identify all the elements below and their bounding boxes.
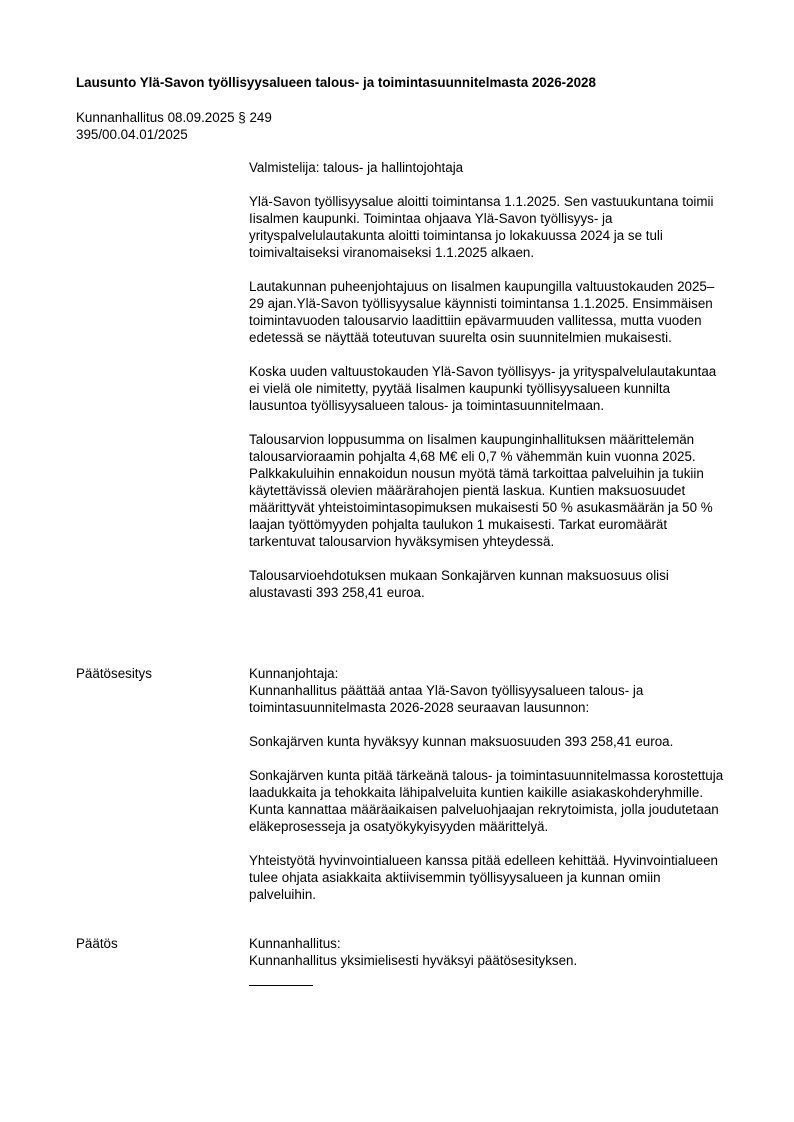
proposal-label: Päätösesitys bbox=[76, 666, 152, 681]
decision-text: Kunnanhallitus yksimielisesti hyväksyi päätösesityksen. bbox=[249, 953, 578, 968]
proposal-section bbox=[249, 665, 729, 920]
document-title: Lausunto Ylä-Savon työllisyysalueen talous- ja toimintasuunnitelmasta 2026-2028 bbox=[76, 75, 596, 90]
proposal-paragraph: Sonkajärven kunta pitää tärkeänä talous- ja toimintasuunnitelmassa korostettuja laadukkaita ja tehokkaita lähipalveluita kuntien kaikille asiakaskohderyhmille. Kunta kannattaa määräaikaisen palveluohjaajan rekrytoimista, jolla joudutetaan eläkeprosesseja ja osatyökykyisyyden määrittelyä. bbox=[249, 768, 724, 834]
paragraph: Talousarvion loppusumma on Iisalmen kaupunginhallituksen määrittelemän talousarvioraamin pohjalta 4,68 M€ eli 0,7 % vähemmän kuin vuonna 2025. Palkkakuluihin ennakoidun nousun myötä tämä tarkoittaa palveluihin ja tukiin käytettävissä olevien määrärahojen pientä laskua. Kuntien maksuosuudet määrittyvät yhteistoimintasopimuksen mukaisesti 50 % asukasmäärän ja 50 % laajan työttömyyden pohjalta taulukon 1 mukaisesti. Tarkat euromäärät tarkentuvat talousarvion hyväksymisen yhteydessä. bbox=[249, 432, 713, 549]
paragraph: Ylä-Savon työllisyysalue aloitti toimintansa 1.1.2025. Sen vastuukuntana toimii Iisalmen kaupunki. Toimintaa ohjaava Ylä-Savon työllisyys- ja yrityspalvelulautakunta aloitti toimintansa jo lokakuussa 2024 ja se tuli toimivaltaiseksi viranomaiseksi 1.1.2025 alkaen. bbox=[249, 194, 714, 260]
decision-section bbox=[249, 935, 729, 986]
proposal-paragraph: Yhteistyötä hyvinvointialueen kanssa pitää edelleen kehittää. Hyvinvointialueen tulee ohjata asiakkaita aktiivisemmin työllisyysalueen ja kunnan omiin palveluihin. bbox=[249, 853, 718, 902]
end-rule bbox=[249, 985, 313, 986]
proposal-speaker: Kunnanjohtaja: bbox=[249, 666, 339, 681]
decision-speaker: Kunnanhallitus: bbox=[249, 936, 341, 951]
proposal-paragraph: Sonkajärven kunta hyväksyy kunnan maksuosuuden 393 258,41 euroa. bbox=[249, 734, 674, 749]
decision-label: Päätös bbox=[76, 936, 118, 951]
paragraph: Talousarvioehdotuksen mukaan Sonkajärven kunnan maksuosuus olisi alustavasti 393 258,41 euroa. bbox=[249, 568, 669, 600]
record-number: 395/00.04.01/2025 bbox=[76, 127, 188, 142]
paragraph: Koska uuden valtuustokauden Ylä-Savon työllisyys- ja yrityspalvelulautakuntaa ei vielä ole nimitetty, pyytää Iisalmen kaupunki työllisyysalueen kunnilta lausuntoa työllisyysalueen talous- ja toimintasuunnitelmaan. bbox=[249, 364, 717, 413]
preparation-section bbox=[249, 159, 729, 618]
meeting-info bbox=[76, 109, 272, 143]
proposal-paragraph: Kunnanhallitus päättää antaa Ylä-Savon työllisyysalueen talous- ja toimintasuunnitelmasta 2026-2028 seuraavan lausunnon: bbox=[249, 683, 644, 715]
preparer-line: Valmistelija: talous- ja hallintojohtaja bbox=[249, 160, 464, 175]
meeting-reference: Kunnanhallitus 08.09.2025 § 249 bbox=[76, 110, 272, 125]
paragraph: Lautakunnan puheenjohtajuus on Iisalmen kaupungilla valtuustokauden 2025–29 ajan.Ylä-Savon työllisyysalue käynnisti toimintansa 1.1.2025. Ensimmäisen toimintavuoden talousarvio laadittiin epävarmuuden vallitessa, mutta vuoden edetessä se näyttää toteutuvan suurelta osin suunnitelmien mukaisesti. bbox=[249, 279, 715, 345]
